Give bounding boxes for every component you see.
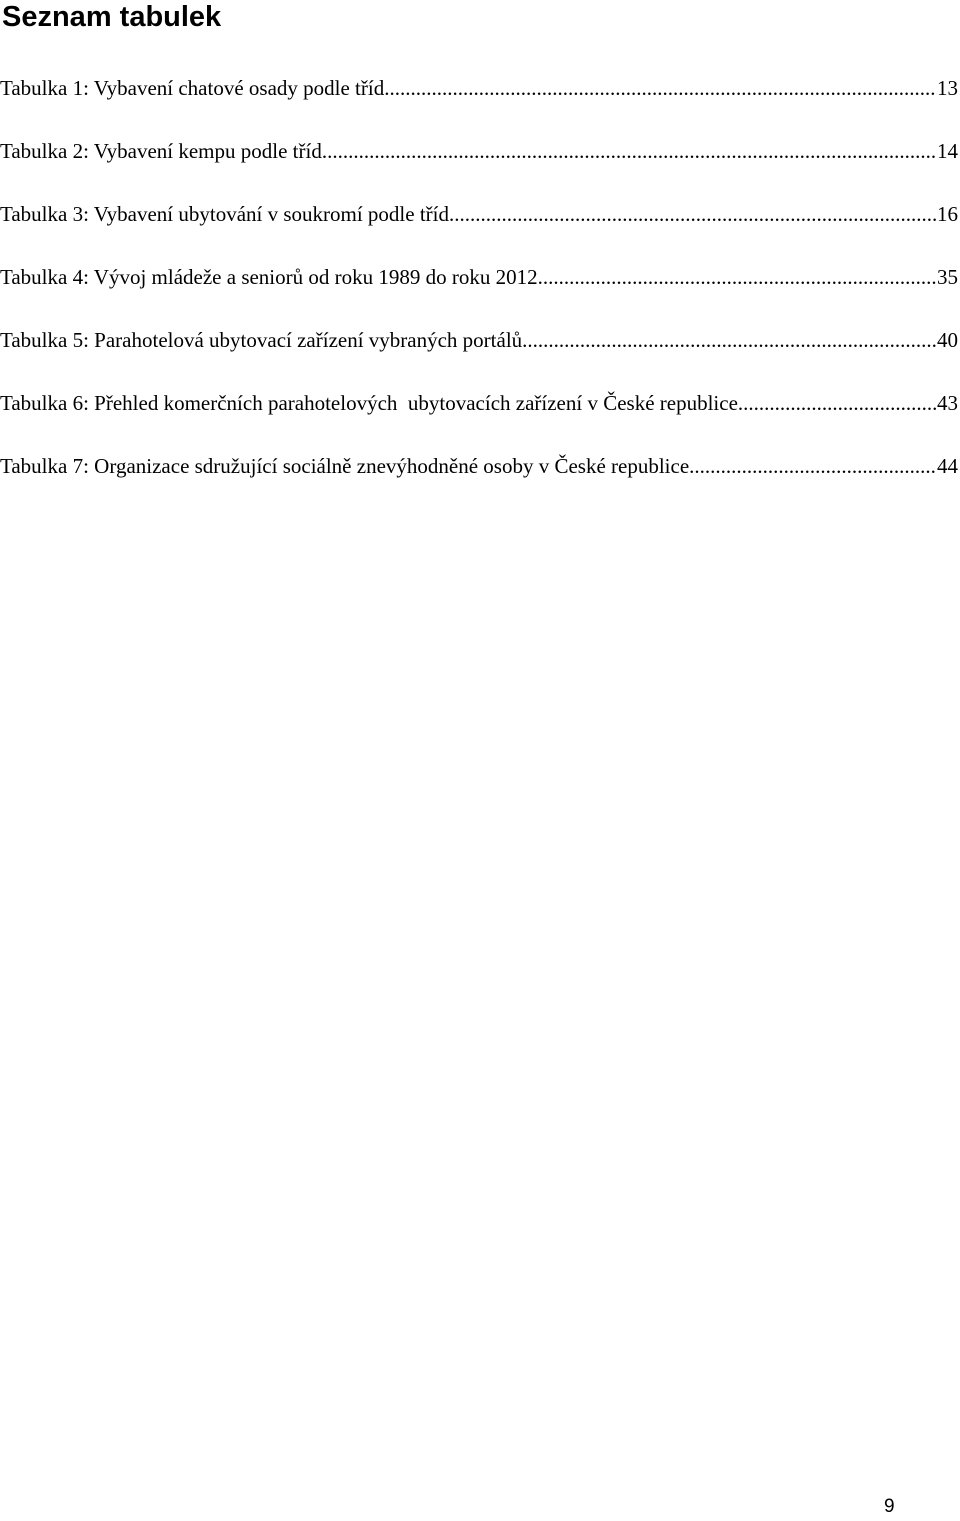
toc-entry-label: Tabulka 7: Organizace sdružující sociálně znevýhodněné osoby v České republice: [0, 454, 690, 478]
toc-entry-page: 13: [937, 76, 958, 100]
toc-entry[interactable]: [0, 258, 958, 321]
page-title: Seznam tabulek: [2, 1, 222, 33]
toc-dot-leader: [689, 447, 937, 485]
toc-entry[interactable]: [0, 384, 958, 447]
toc-entry-page: 44: [937, 454, 958, 478]
table-list: [0, 69, 958, 510]
toc-entry[interactable]: [0, 132, 958, 195]
toc-entry-label: Tabulka 1: Vybavení chatové osady podle tříd: [0, 76, 385, 100]
toc-dot-leader: [384, 69, 937, 107]
toc-dot-leader: [738, 384, 937, 422]
toc-entry-page: 16: [937, 202, 958, 226]
toc-entry-page: 40: [937, 328, 958, 352]
toc-entry[interactable]: [0, 321, 958, 384]
toc-dot-leader: [538, 258, 937, 296]
toc-dot-leader: [522, 321, 937, 359]
page-number: 9: [884, 1496, 895, 1517]
toc-entry-page: 43: [937, 391, 958, 415]
toc-dot-leader: [322, 132, 937, 170]
toc-entry-label: Tabulka 4: Vývoj mládeže a seniorů od roku 1989 do roku 2012: [0, 265, 538, 289]
toc-entry-label: Tabulka 5: Parahotelová ubytovací zařízení vybraných portálů: [0, 328, 523, 352]
toc-entry[interactable]: [0, 195, 958, 258]
toc-entry[interactable]: [0, 69, 958, 132]
toc-dot-leader: [449, 195, 937, 233]
toc-entry-label: Tabulka 6: Přehled komerčních parahotelových ubytovacích zařízení v České republice: [0, 391, 738, 415]
toc-entry[interactable]: [0, 447, 958, 510]
toc-entry-label: Tabulka 2: Vybavení kempu podle tříd: [0, 139, 322, 163]
toc-entry-label: Tabulka 3: Vybavení ubytování v soukromí podle tříd: [0, 202, 449, 226]
toc-entry-page: 35: [937, 265, 958, 289]
toc-entry-page: 14: [937, 139, 958, 163]
